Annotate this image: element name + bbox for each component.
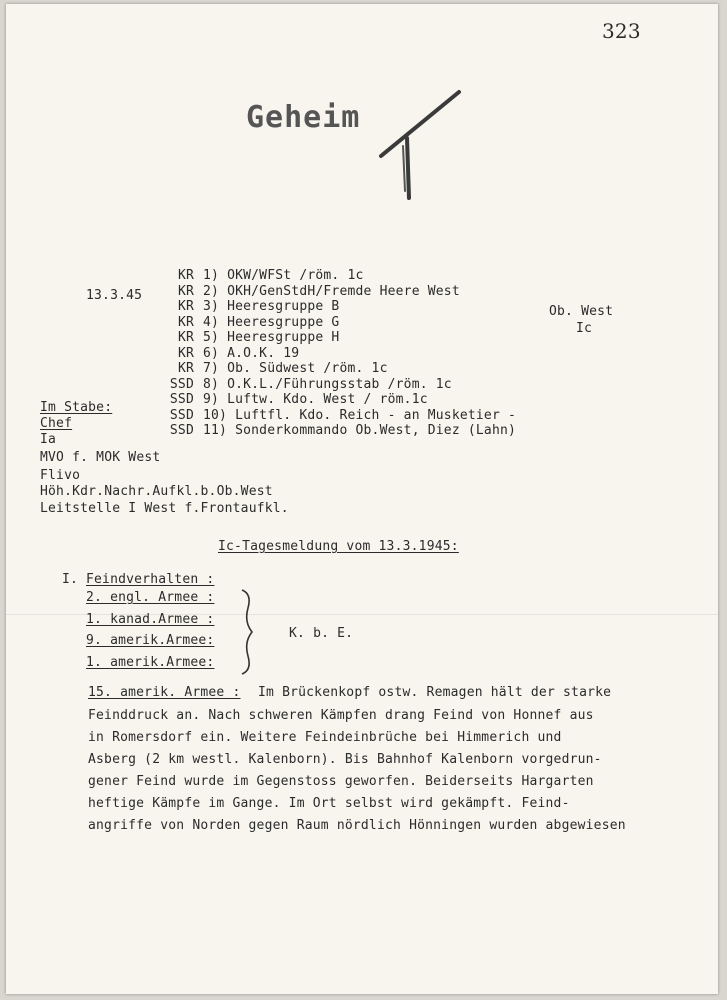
army15-line: gener Feind wurde im Gegenstoss geworfen. Beiderseits Hargarten xyxy=(88,774,594,789)
army-entry: 1. amerik.Armee: xyxy=(86,654,215,670)
army-entry: 2. engl. Armee : xyxy=(86,590,215,605)
section-number: I. xyxy=(62,572,79,587)
distribution-code: SSD xyxy=(169,423,194,438)
brace-icon xyxy=(238,588,258,676)
army15-line: in Romersdorf ein. Weitere Feindeinbrüche bei Himmerich und xyxy=(88,730,562,745)
distribution-code: KR xyxy=(177,268,194,283)
distribution-code: KR xyxy=(177,299,194,314)
sender-branch: Ic xyxy=(576,321,593,336)
distribution-entry: 5) Heeresgruppe H xyxy=(203,330,340,345)
army15-label: 15. amerik. Armee : xyxy=(88,685,241,700)
distribution-entry: 10) Luftfl. Kdo. Reich - an Musketier - xyxy=(203,407,517,423)
distribution-entry: 8) O.K.L./Führungsstab /röm. 1c xyxy=(203,376,452,392)
distribution-code: SSD xyxy=(169,392,194,407)
distribution-code: KR xyxy=(177,283,194,299)
army15-line: Feinddruck an. Nach schweren Kämpfen drang Feind von Honnef aus xyxy=(88,708,594,723)
distribution-entry: 3) Heeresgruppe B xyxy=(203,299,340,314)
staff-item: Chef xyxy=(40,416,73,431)
staff-item: Leitstelle I West f.Frontaufkl. xyxy=(40,501,289,516)
distribution-entry: 1) OKW/WFSt /röm. 1c xyxy=(203,268,364,283)
report-heading: Ic-Tagesmeldung vom 13.3.1945: xyxy=(218,539,459,554)
armies-note: K. b. E. xyxy=(289,626,354,641)
distribution-entry: 11) Sonderkommando Ob.West, Diez (Lahn) xyxy=(203,423,517,438)
document-page xyxy=(6,4,718,994)
distribution-code: KR xyxy=(177,361,194,376)
distribution-code: SSD xyxy=(169,407,194,423)
distribution-code: KR xyxy=(177,314,194,330)
distribution-entry: 4) Heeresgruppe G xyxy=(203,314,340,330)
army15-line: Im Brückenkopf ostw. Remagen hält der starke xyxy=(258,685,612,700)
distribution-code: KR xyxy=(177,345,194,361)
document-date: 13.3.45 xyxy=(86,288,143,303)
pen-mark-icon xyxy=(371,86,471,206)
page-number: 323 xyxy=(602,19,641,43)
distribution-code: KR xyxy=(177,330,194,345)
sender-office: Ob. West xyxy=(549,304,614,319)
distribution-entry: 6) A.O.K. 19 xyxy=(203,345,300,361)
distribution-entry: 7) Ob. Südwest /röm. 1c xyxy=(203,361,388,376)
staff-item: Flivo xyxy=(40,468,81,483)
distribution-entry: 9) Luftw. Kdo. West / röm.1c xyxy=(203,392,428,407)
section-title: Feindverhalten : xyxy=(86,572,215,587)
staff-item: Höh.Kdr.Nachr.Aufkl.b.Ob.West xyxy=(40,484,273,499)
army15-line: heftige Kämpfe im Gange. Im Ort selbst wird gekämpft. Feind- xyxy=(88,796,570,811)
staff-item: Ia xyxy=(40,432,57,447)
army-entry: 1. kanad.Armee : xyxy=(86,611,215,627)
distribution-code: SSD xyxy=(169,376,194,392)
classification-stamp: Geheim xyxy=(246,100,361,135)
distribution-entry: 2) OKH/GenStdH/Fremde Heere West xyxy=(203,283,460,299)
army15-line: angriffe von Norden gegen Raum nördlich Hönningen wurden abgewiesen xyxy=(88,818,626,833)
army-entry: 9. amerik.Armee: xyxy=(86,633,215,648)
staff-heading: Im Stabe: xyxy=(40,400,113,415)
staff-item: MVO f. MOK West xyxy=(40,450,161,465)
army15-line: Asberg (2 km westl. Kalenborn). Bis Bahnhof Kalenborn vorgedrun- xyxy=(88,752,602,767)
